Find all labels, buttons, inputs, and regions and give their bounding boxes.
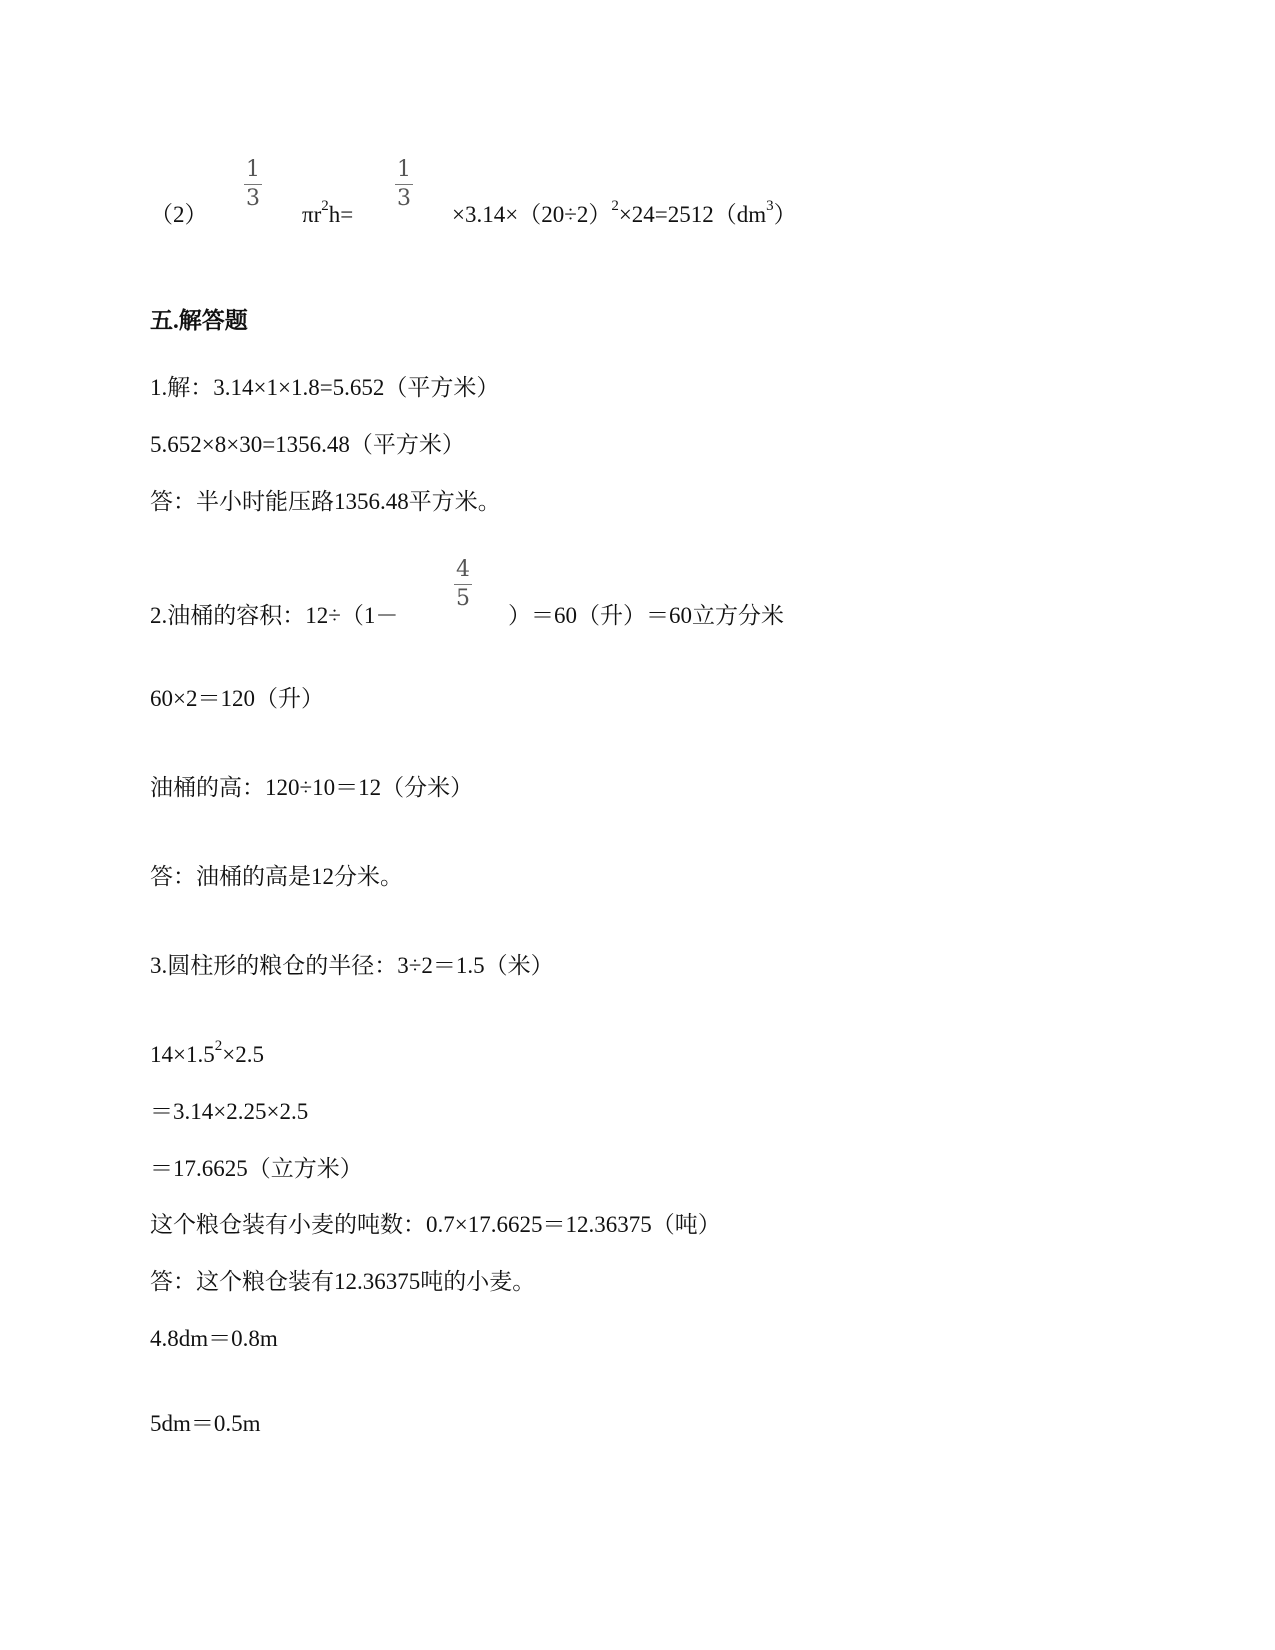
h-equals: h= <box>328 202 354 227</box>
fraction-numerator: 1 <box>246 157 260 182</box>
p2-line3: 油桶的高：120÷10＝12（分米） <box>150 775 474 800</box>
p3-line2-post: ×2.5 <box>222 1042 264 1067</box>
p2-answer: 答：油桶的高是12分米。 <box>150 864 403 889</box>
section-title: 五.解答题 <box>150 308 248 333</box>
cone-calculation <box>452 200 797 230</box>
p3-line3: ＝3.14×2.25×2.5 <box>150 1099 309 1124</box>
fraction-bar <box>454 584 472 585</box>
cone-formula <box>302 200 353 230</box>
expr-part-a: ×3.14×（20÷2） <box>452 202 612 227</box>
fraction-four-fifths <box>454 558 472 611</box>
fraction-denominator: 3 <box>246 186 260 211</box>
exponent: 2 <box>611 198 619 215</box>
p3-conversion-1: 4.8dm＝0.8m <box>150 1326 278 1351</box>
p3-line2-pre: 14×1.5 <box>150 1042 215 1067</box>
p3-conversion-2: 5dm＝0.5m <box>150 1411 261 1436</box>
close-paren: ） <box>773 202 797 227</box>
p2-line1-post: ）＝60（升）＝60立方分米 <box>508 603 784 628</box>
p3-line1: 3.圆柱形的粮仓的半径：3÷2＝1.5（米） <box>150 953 554 978</box>
p1-line2: 5.652×8×30=1356.48（平方米） <box>150 432 465 457</box>
exponent: 2 <box>214 1038 223 1055</box>
unit-exponent: 3 <box>766 198 774 215</box>
p3-line2 <box>150 1040 264 1070</box>
fraction-numerator: 1 <box>397 157 411 182</box>
p3-line5: 这个粮仓装有小麦的吨数：0.7×17.6625＝12.36375（吨） <box>150 1212 721 1237</box>
fraction-bar <box>244 184 262 185</box>
fraction-denominator: 5 <box>456 586 470 611</box>
fraction-one-third-b <box>395 158 413 211</box>
pi-r: πr <box>302 202 322 227</box>
p1-answer: 答：半小时能压路1356.48平方米。 <box>150 489 501 514</box>
expr-part-b: ×24=2512（dm <box>618 202 767 227</box>
fraction-denominator: 3 <box>397 186 411 211</box>
fraction-numerator: 4 <box>456 557 470 582</box>
p3-line4: ＝17.6625（立方米） <box>150 1156 363 1181</box>
fraction-one-third-a <box>244 158 262 211</box>
p3-answer: 答：这个粮仓装有12.36375吨的小麦。 <box>150 1269 536 1294</box>
exponent: 2 <box>321 198 329 215</box>
p1-line1: 1.解：3.14×1×1.8=5.652（平方米） <box>150 375 500 400</box>
p2-line2: 60×2＝120（升） <box>150 686 324 711</box>
q2-label: （2） <box>150 202 208 227</box>
fraction-bar <box>395 184 413 185</box>
p2-line1-pre: 2.油桶的容积：12÷（1－ <box>150 603 399 628</box>
